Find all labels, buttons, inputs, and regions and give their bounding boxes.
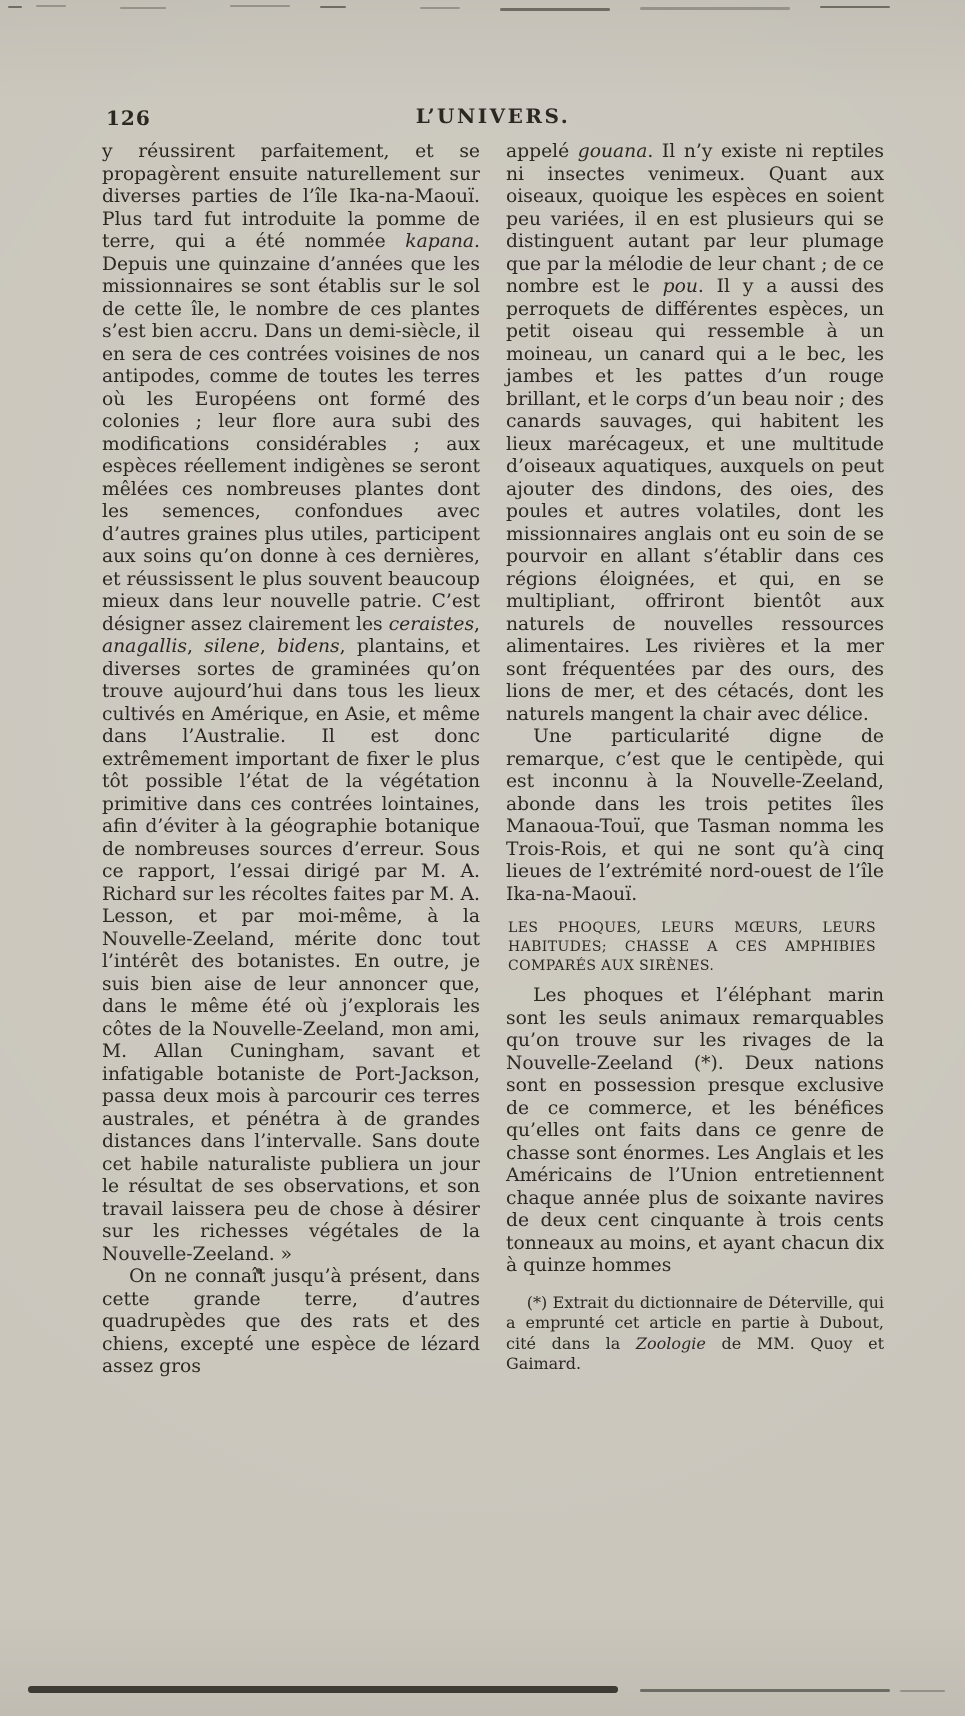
- text-run: . Depuis une quinzaine d’années que les missionnaires se sont établis sur le sol de cette île, le nombre de ces plantes s’est bien accru. Dans un demi-siècle, il en sera de ces contrées voisines de nos antipodes, comme de toutes les terres où les Européens ont formé des colonies ; leur flore aura subi des modifications considérables ; aux espèces réellement indigènes se seront mêlées ces nombreuses plantes dont les semences, confondues avec d’autres graines plus utiles, participent aux soins qu’on donne à ces dernières, et réussissent le plus souvent beaucoup mieux dans leur nouvelle patrie. C’est désigner assez clairement les: [102, 231, 480, 635]
- scan-artifact-top-dash: [640, 7, 790, 10]
- scan-artifact-top-dash: [420, 7, 460, 9]
- italic-text-run: bidens: [277, 636, 340, 657]
- footnote: [506, 1293, 884, 1375]
- italic-text-run: anagallis: [102, 636, 187, 657]
- text-run: ,: [474, 613, 480, 635]
- text-block: [102, 104, 884, 1379]
- scan-artifact-top-dash: [120, 7, 166, 9]
- italic-text-run: ceraistes: [388, 613, 475, 635]
- paragraph: [102, 1266, 480, 1379]
- text-run: ,: [259, 636, 278, 657]
- text-run: ,: [186, 636, 205, 657]
- page-header: [102, 104, 884, 132]
- scan-artifact-top-dash: [8, 6, 22, 8]
- text-run: Les phoques et l’éléphant marin sont les seuls animaux remarquables qu’on trouve sur les rivages de la Nouvelle-Zeeland (*). Deux nations sont en possession presque exclusive de ce commerce, et les bénéfices qu’elles ont faits dans ce genre de chasse sont énormes. Les Anglais et les Américains de l’Union entretiennent chaque année plus de soixante navires de deux cent cinquante à trois cents tonneaux au moins, et ayant chacun dix à quinze hommes: [506, 985, 884, 1276]
- text-run: y réussirent parfaitement, et se propagèrent ensuite naturellement sur diverses parties de l’île Ika-na-Maouï. Plus tard fut introduite la pomme de terre, qui a été nommée: [102, 141, 480, 252]
- italic-text-run: kapana: [405, 231, 475, 252]
- left-column: [102, 141, 480, 1379]
- scan-artifact-top-dash: [500, 8, 610, 11]
- right-column: [506, 141, 884, 1379]
- scan-artifact-top-dash: [36, 5, 66, 7]
- italic-text-run: silene: [204, 636, 260, 657]
- paragraph: [102, 141, 480, 1266]
- two-column-text: [102, 141, 884, 1379]
- text-run: . Il n’y existe ni reptiles ni insectes venimeux. Quant aux oiseaux, quoique les espèces en soient peu variées, il en est plusieurs qui se distinguent autant par leur plumage que par la mélodie de leur chant ; de ce nombre est le: [506, 141, 884, 297]
- paragraph: [506, 726, 884, 906]
- paragraph: [506, 985, 884, 1278]
- page-number: 126: [106, 106, 151, 130]
- italic-text-run: pou: [662, 276, 698, 297]
- text-run: Une particularité digne de remarque, c’est que le centipède, qui est inconnu à la Nouvelle-Zeeland, abonde dans les trois petites îles Manaoua-Touï, que Tasman nomma les Trois-Rois, et qui ne sont qu’à cinq lieues de l’extrémité nord-ouest de l’île Ika-na-Maouï.: [506, 726, 884, 905]
- scan-artifact-bottom-smudge: [28, 1686, 618, 1693]
- text-run: , plantains, et diverses sortes de graminées qu’on trouve aujourd’hui dans tous les lieux cultivés en Amérique, en Asie, et même dans l’Australie. Il est donc extrêmement important de fixer le plus tôt possible l’état de la végétation primitive dans ces contrées lointaines, afin d’éviter à la géographie botanique de nombreuses sources d’erreur. Sous ce rapport, l’essai dirigé par M. A. Richard sur les récoltes faites par M. A. Lesson, et par moi-même, à la Nouvelle-Zeeland, mérite donc tout l’intérêt des botanistes. En outre, je suis bien aise de leur annoncer que, dans le même été où j’explorais les côtes de la Nouvelle-Zeeland, mon ami, M. Allan Cuningham, savant et infatigable botaniste de Port-Jackson, passa deux mois à parcourir ces terres australes, et pénétra à de grandes distances dans l’intervalle. Sans doute cet habile naturaliste publiera un jour le résultat de ses observations, et son travail laissera peu de chose à désirer sur les richesses végétales de la Nouvelle-Zeeland. »: [102, 636, 480, 1265]
- text-run: appelé: [506, 141, 578, 162]
- scan-artifact-top-dash: [230, 5, 290, 7]
- text-run: . Il y a aussi des perroquets de différentes espèces, un petit oiseau qui ressemble à un moineau, un canard qui a le bec, les jambes et les pattes d’un rouge brillant, et le corps d’un beau noir ; des canards sauvages, qui habitent les lieux marécageux, et une multitude d’oiseaux aquatiques, auxquels on peut ajouter des dindons, des oies, des poules et autres volatiles, dont les missionnaires anglais ont eu soin de se pourvoir en allant s’établir dans ces régions éloignées, et qui, en se multipliant, offriront bientôt aux naturels de nouvelles ressources alimentaires. Les rivières et la mer sont fréquentées par des ours, des lions de mer, et des cétacés, dont les naturels mangent la chair avec délice.: [506, 276, 884, 725]
- scan-artifact-bottom-smudge: [640, 1689, 890, 1692]
- text-run: On ne connaît jusqu’à présent, dans cette grande terre, d’autres quadrupèdes que des rats et des chiens, excepté une espèce de lézard assez gros: [102, 1266, 480, 1377]
- scan-artifact-top-dash: [820, 6, 890, 8]
- running-title: L’UNIVERS.: [415, 104, 571, 128]
- section-heading: [508, 919, 884, 976]
- scan-artifact-top-dash: [320, 6, 346, 8]
- italic-text-run: Zoologie: [635, 1333, 706, 1353]
- text-run: (*) Extrait du dictionnaire de Déterville, qui a emprunté cet article en partie à Dubout, cité dans la: [506, 1292, 884, 1353]
- scan-artifact-bottom-smudge: [900, 1690, 945, 1692]
- text-run: LES PHOQUES, LEURS MŒURS, LEURS HABITUDES; CHASSE A CES AMPHIBIES COMPARÉS AUX SIRÈNES.: [508, 920, 876, 974]
- italic-text-run: gouana: [577, 141, 648, 162]
- text-run: de MM. Quoy et Gaimard.: [506, 1333, 884, 1373]
- paragraph: [506, 141, 884, 726]
